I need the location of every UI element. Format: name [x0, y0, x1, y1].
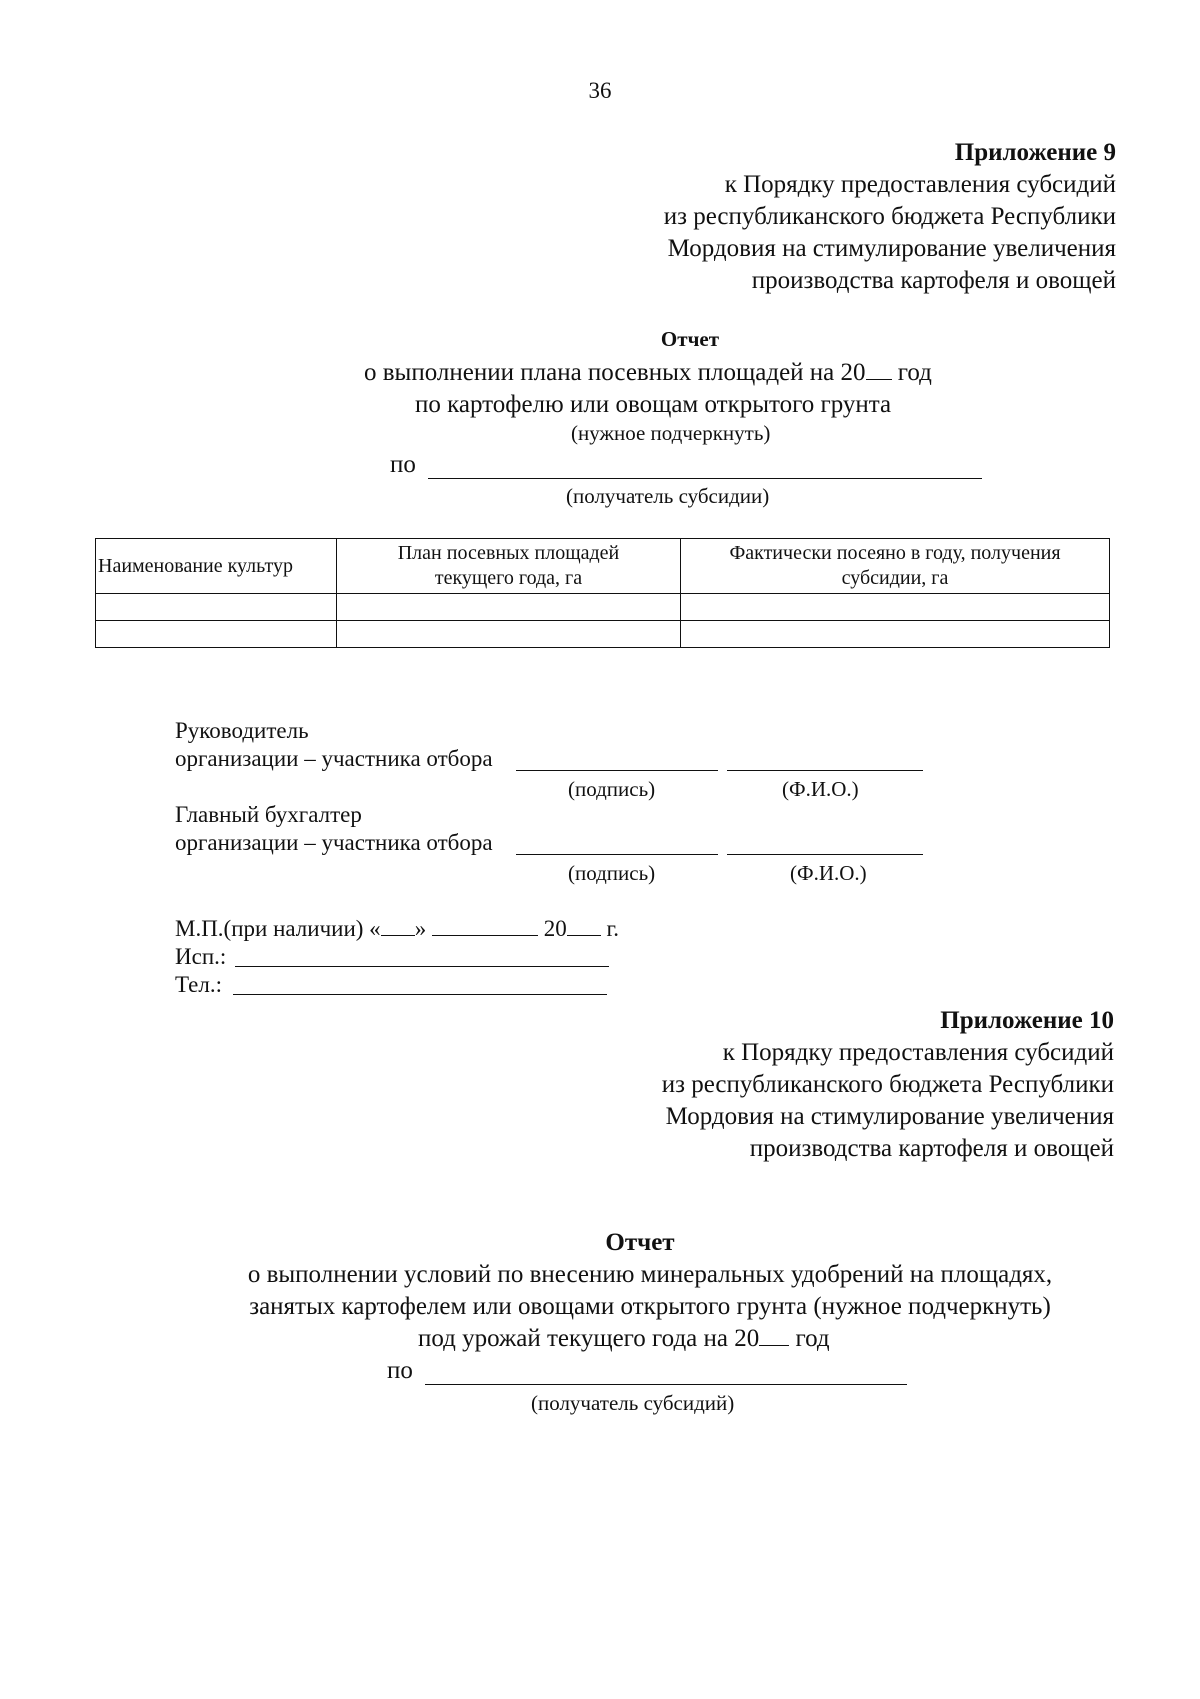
head-title-line-2: организации – участника отбора	[175, 746, 493, 771]
appendix-10-line: производства картофеля и овощей	[749, 1135, 1114, 1162]
table-cell	[337, 621, 681, 648]
head-title-line-1: Руководитель	[175, 718, 309, 743]
year-blank	[866, 359, 892, 380]
table-header-crop: Наименование культур	[96, 539, 337, 594]
table-cell	[337, 594, 681, 621]
report-1-line-1-text: о выполнении плана посевных площадей на 20	[364, 359, 866, 386]
recipient-line	[425, 1384, 907, 1385]
mp-year: 20	[543, 916, 567, 941]
report-2-line-2: занятых картофелем или овощами открытого грунта (нужное подчеркнуть)	[249, 1293, 1051, 1320]
report-2-line-3	[418, 1322, 830, 1355]
table-row	[96, 594, 1110, 621]
accountant-title-line-2: организации – участника отбора	[175, 830, 493, 855]
appendix-10-line: Мордовия на стимулирование увеличения	[665, 1103, 1114, 1130]
mp-g: г.	[606, 916, 620, 941]
accountant-name-caption: (Ф.И.О.)	[790, 861, 867, 885]
page-number: 36	[588, 78, 612, 103]
appendix-9-line: из республиканского бюджета Республики	[663, 203, 1116, 230]
appendix-9-line: производства картофеля и овощей	[751, 267, 1116, 294]
isp-label: Исп.:	[175, 944, 227, 969]
report-2-title: Отчет	[605, 1229, 675, 1256]
accountant-signature-line	[516, 854, 718, 855]
report-1-line-1	[364, 356, 932, 389]
appendix-10-title: Приложение 10	[940, 1007, 1114, 1034]
report-2-line-3-year: год	[795, 1325, 830, 1352]
table-cell	[96, 594, 337, 621]
sowing-plan-table	[95, 538, 1110, 648]
accountant-signature-caption: (подпись)	[568, 861, 656, 885]
table-header-actual: Фактически посеяно в году, получения субсидии, га	[681, 539, 1110, 594]
month-blank	[432, 917, 538, 936]
report-1-line-2: по картофелю или овощам открытого грунта	[415, 391, 892, 418]
table-header-plan: План посевных площадей текущего года, га	[337, 539, 681, 594]
report-2-po: по	[387, 1357, 413, 1384]
appendix-9-line: Мордовия на стимулирование увеличения	[667, 235, 1116, 262]
mp-label: М.П.(при наличии) «	[175, 916, 381, 941]
head-name-caption: (Ф.И.О.)	[782, 777, 859, 801]
day-blank	[381, 917, 415, 936]
tel-label: Тел.:	[175, 972, 222, 997]
recipient-caption: (получатель субсидий)	[531, 1391, 735, 1415]
report-1-po: по	[390, 451, 416, 478]
mp-quote: »	[414, 916, 427, 941]
accountant-name-line	[727, 854, 923, 855]
appendix-9-title: Приложение 9	[954, 139, 1116, 166]
recipient-caption: (получатель субсидии)	[566, 484, 770, 508]
year-blank	[567, 917, 601, 936]
report-2-line-3-text: под урожай текущего года на 20	[418, 1325, 760, 1352]
table-cell	[681, 621, 1110, 648]
head-signature-line	[516, 770, 718, 771]
table-cell	[681, 594, 1110, 621]
report-1-title: Отчет	[660, 327, 720, 351]
report-1-line-1-year: год	[897, 359, 932, 386]
report-2-line-1: о выполнении условий по внесению минеральных удобрений на площадях,	[247, 1261, 1053, 1288]
recipient-line	[428, 478, 982, 479]
tel-line	[233, 994, 607, 995]
mp-line	[175, 914, 619, 943]
appendix-10-line: к Порядку предоставления субсидий	[722, 1039, 1114, 1066]
table-row	[96, 621, 1110, 648]
report-1-note: (нужное подчеркнуть)	[571, 421, 771, 445]
isp-line	[235, 966, 609, 967]
table-header-row	[96, 539, 1110, 594]
accountant-title-line-1: Главный бухгалтер	[175, 802, 362, 827]
year-blank	[759, 1325, 789, 1346]
head-signature-caption: (подпись)	[568, 777, 656, 801]
head-name-line	[727, 770, 923, 771]
table-cell	[96, 621, 337, 648]
appendix-10-line: из республиканского бюджета Республики	[661, 1071, 1114, 1098]
appendix-9-line: к Порядку предоставления субсидий	[724, 171, 1116, 198]
